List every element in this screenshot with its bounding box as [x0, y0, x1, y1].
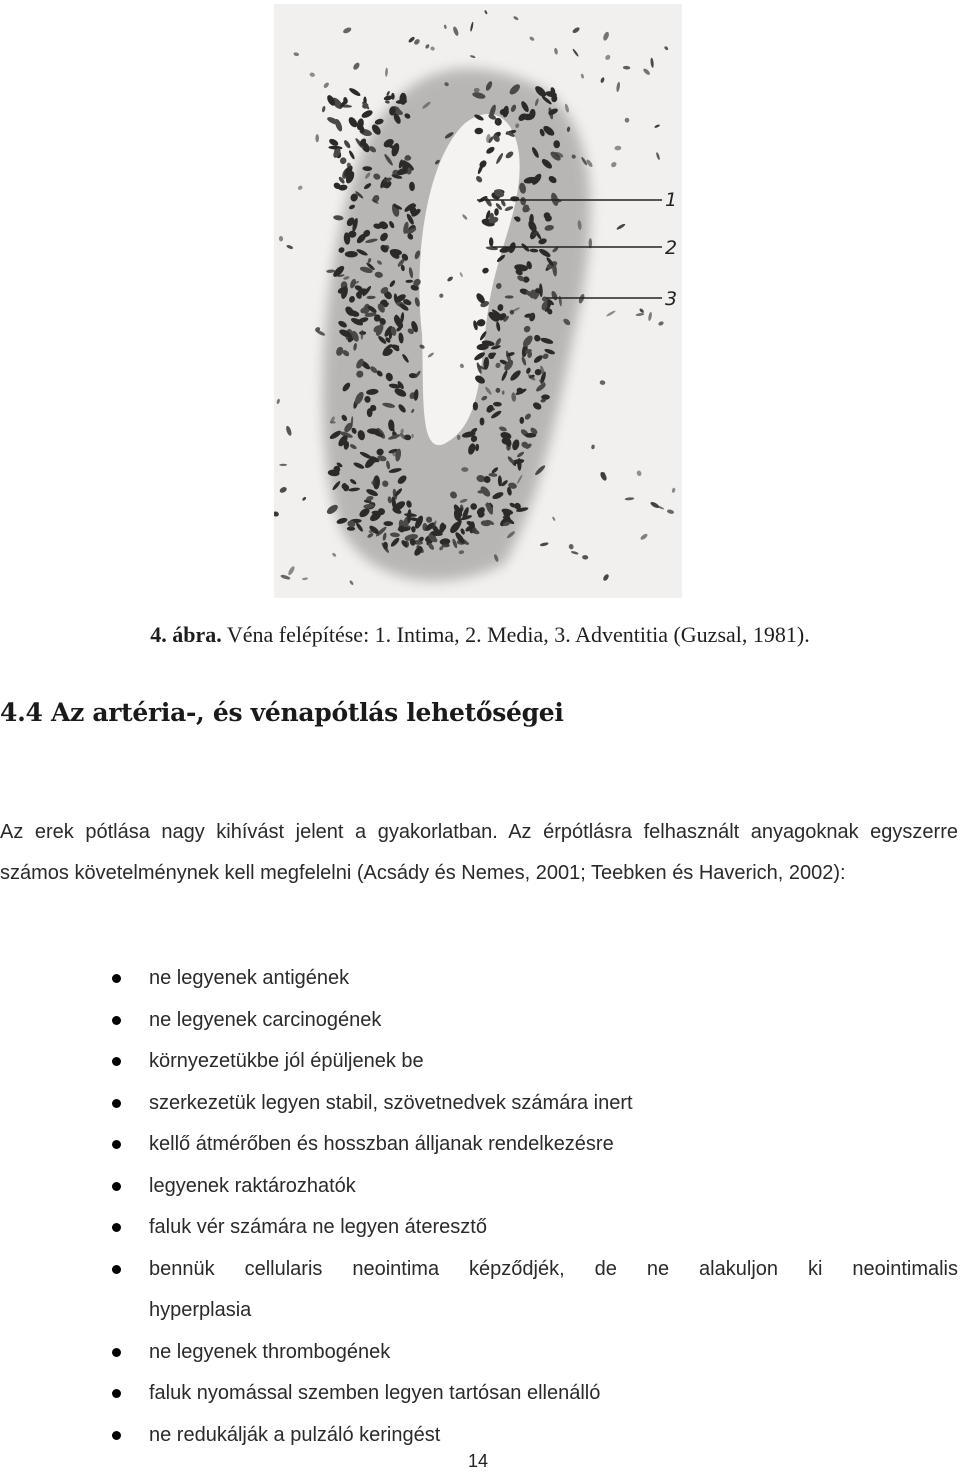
- cell-nucleus: [279, 464, 287, 466]
- list-item: környezetükbe jól épüljenek be: [0, 1041, 958, 1083]
- figure-label-2: 2: [665, 237, 678, 259]
- list-item: szerkezetük legyen stabil, szövetnedvek számára inert: [0, 1083, 958, 1125]
- requirements-list: [0, 958, 958, 1456]
- intro-paragraph: Az erek pótlása nagy kihívást jelent a gyakorlatban. Az érpótlásra felhasznált anyagoknak egyszerre számos követelménynek kell megfelelni (Acsády és Nemes, 2001; Teebken és Haverich, 2002):: [0, 821, 958, 884]
- vein-histology-figure: [274, 4, 682, 598]
- list-item: ne legyenek antigének: [0, 958, 958, 1000]
- bullet-icon: [112, 1389, 121, 1398]
- bullet-icon: [112, 1099, 121, 1108]
- cell-nucleus: [412, 434, 414, 438]
- bullet-icon: [112, 1265, 121, 1274]
- section-title: 4.4 Az artéria-, és vénapótlás lehetőségei: [0, 698, 564, 727]
- list-item: bennük cellularis neointima képződjék, de ne alakuljon ki neointimalis: [0, 1249, 958, 1291]
- list-item: ne redukálják a pulzáló keringést: [0, 1415, 958, 1457]
- figure-caption: [0, 622, 960, 648]
- bullet-icon: [112, 1057, 121, 1066]
- list-item: legyenek raktározhatók: [0, 1166, 958, 1208]
- bullet-icon: [112, 1348, 121, 1357]
- list-item: faluk vér számára ne legyen áteresztő: [0, 1207, 958, 1249]
- cell-nucleus: [480, 418, 485, 426]
- page-number: 14: [467, 1451, 489, 1471]
- cell-nucleus: [345, 251, 358, 257]
- list-item: ne legyenek thrombogének: [0, 1332, 958, 1374]
- vein-histology-image: [274, 4, 682, 598]
- figure-label-1: 1: [665, 189, 678, 211]
- caption-text: Véna felépítése: 1. Intima, 2. Media, 3. Adventitia (Guzsal, 1981).: [221, 622, 810, 647]
- bullet-icon: [112, 1016, 121, 1025]
- list-item: ne legyenek carcinogének: [0, 1000, 958, 1042]
- bullet-icon: [112, 1182, 121, 1191]
- caption-label: 4. ábra.: [150, 622, 222, 647]
- bullet-icon: [112, 1223, 121, 1232]
- list-item: faluk nyomással szemben legyen tartósan ellenálló: [0, 1373, 958, 1415]
- bullet-icon: [112, 1431, 121, 1440]
- figure-label-3: 3: [665, 288, 678, 310]
- cell-nucleus: [601, 472, 605, 475]
- list-item-continuation: hyperplasia: [149, 1299, 252, 1321]
- bullet-icon: [112, 1140, 121, 1149]
- cell-nucleus: [473, 402, 478, 411]
- bullet-icon: [112, 974, 121, 983]
- list-item: kellő átmérőben és hosszban álljanak rendelkezésre: [0, 1124, 958, 1166]
